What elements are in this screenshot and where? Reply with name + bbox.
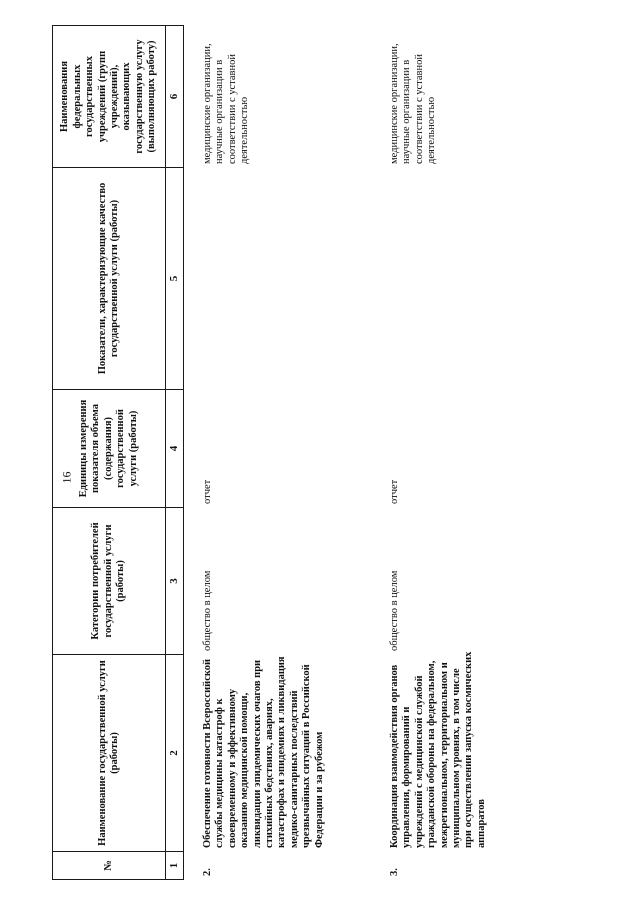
row-2-service-name: Обеспечение готовности Всероссийской службы медицины катастроф к своевременному и эффективному оказанию медицинской помощи, ликвидации эпидемических очагов при стихийных бедствиях, авариях, катастрофах и эпидемиях и ликвидация медико-санитарных последствий чрезвычайных ситуаций в Российской Федерации и за рубежом [202, 656, 325, 848]
header-consumers: Категории потребителей государственной услуги (работы) [90, 522, 127, 640]
header-number: № [102, 860, 114, 871]
rotated-table-area [52, 25, 612, 880]
header-service-name: Наименование государственной услуги (работы) [96, 660, 120, 846]
column-number: 2 [168, 750, 181, 756]
column-number: 5 [168, 275, 181, 282]
row-3-consumers: общество в целом [389, 570, 400, 651]
row-3-institutions: медицинские организации, научные организации в соответствии с уставной деятельностью [389, 43, 438, 164]
row-2-unit: отчет [202, 479, 213, 504]
page-number: 16 [59, 471, 74, 484]
row-3-quality [387, 168, 407, 389]
column-number: 1 [168, 862, 181, 869]
row-3-number: 3. [389, 868, 400, 876]
header-institutions: Наименования федеральных государственных учреждений (групп учреждений), оказывающих государственную услугу (выполняющих работу) [59, 39, 158, 154]
header-quality: Показатели, характеризующие качество государственной услуги (работы) [96, 182, 120, 375]
column-number: 6 [168, 93, 181, 100]
column-number: 3 [168, 578, 181, 584]
row-2-number: 2. [202, 868, 213, 876]
row-2-consumers: общество в целом [202, 570, 213, 651]
header-units: Единицы измерения показателя объема (содержания) государственной услуги (работы) [77, 399, 139, 498]
row-3-unit: отчет [389, 479, 400, 504]
row-2-quality [200, 168, 220, 389]
row-2-institutions: медицинские организации, научные организации в соответствии с уставной деятельностью [202, 43, 251, 164]
row-3-service-name: Координация взаимодействия органов управления, формирований и учреждений с медицинской службой гражданской обороны на федеральном, межрегиональном, территориальном и муниципальном уровнях, в том числе при осуществлении запуска космических аппаратов [389, 651, 487, 848]
column-number: 4 [168, 445, 181, 452]
